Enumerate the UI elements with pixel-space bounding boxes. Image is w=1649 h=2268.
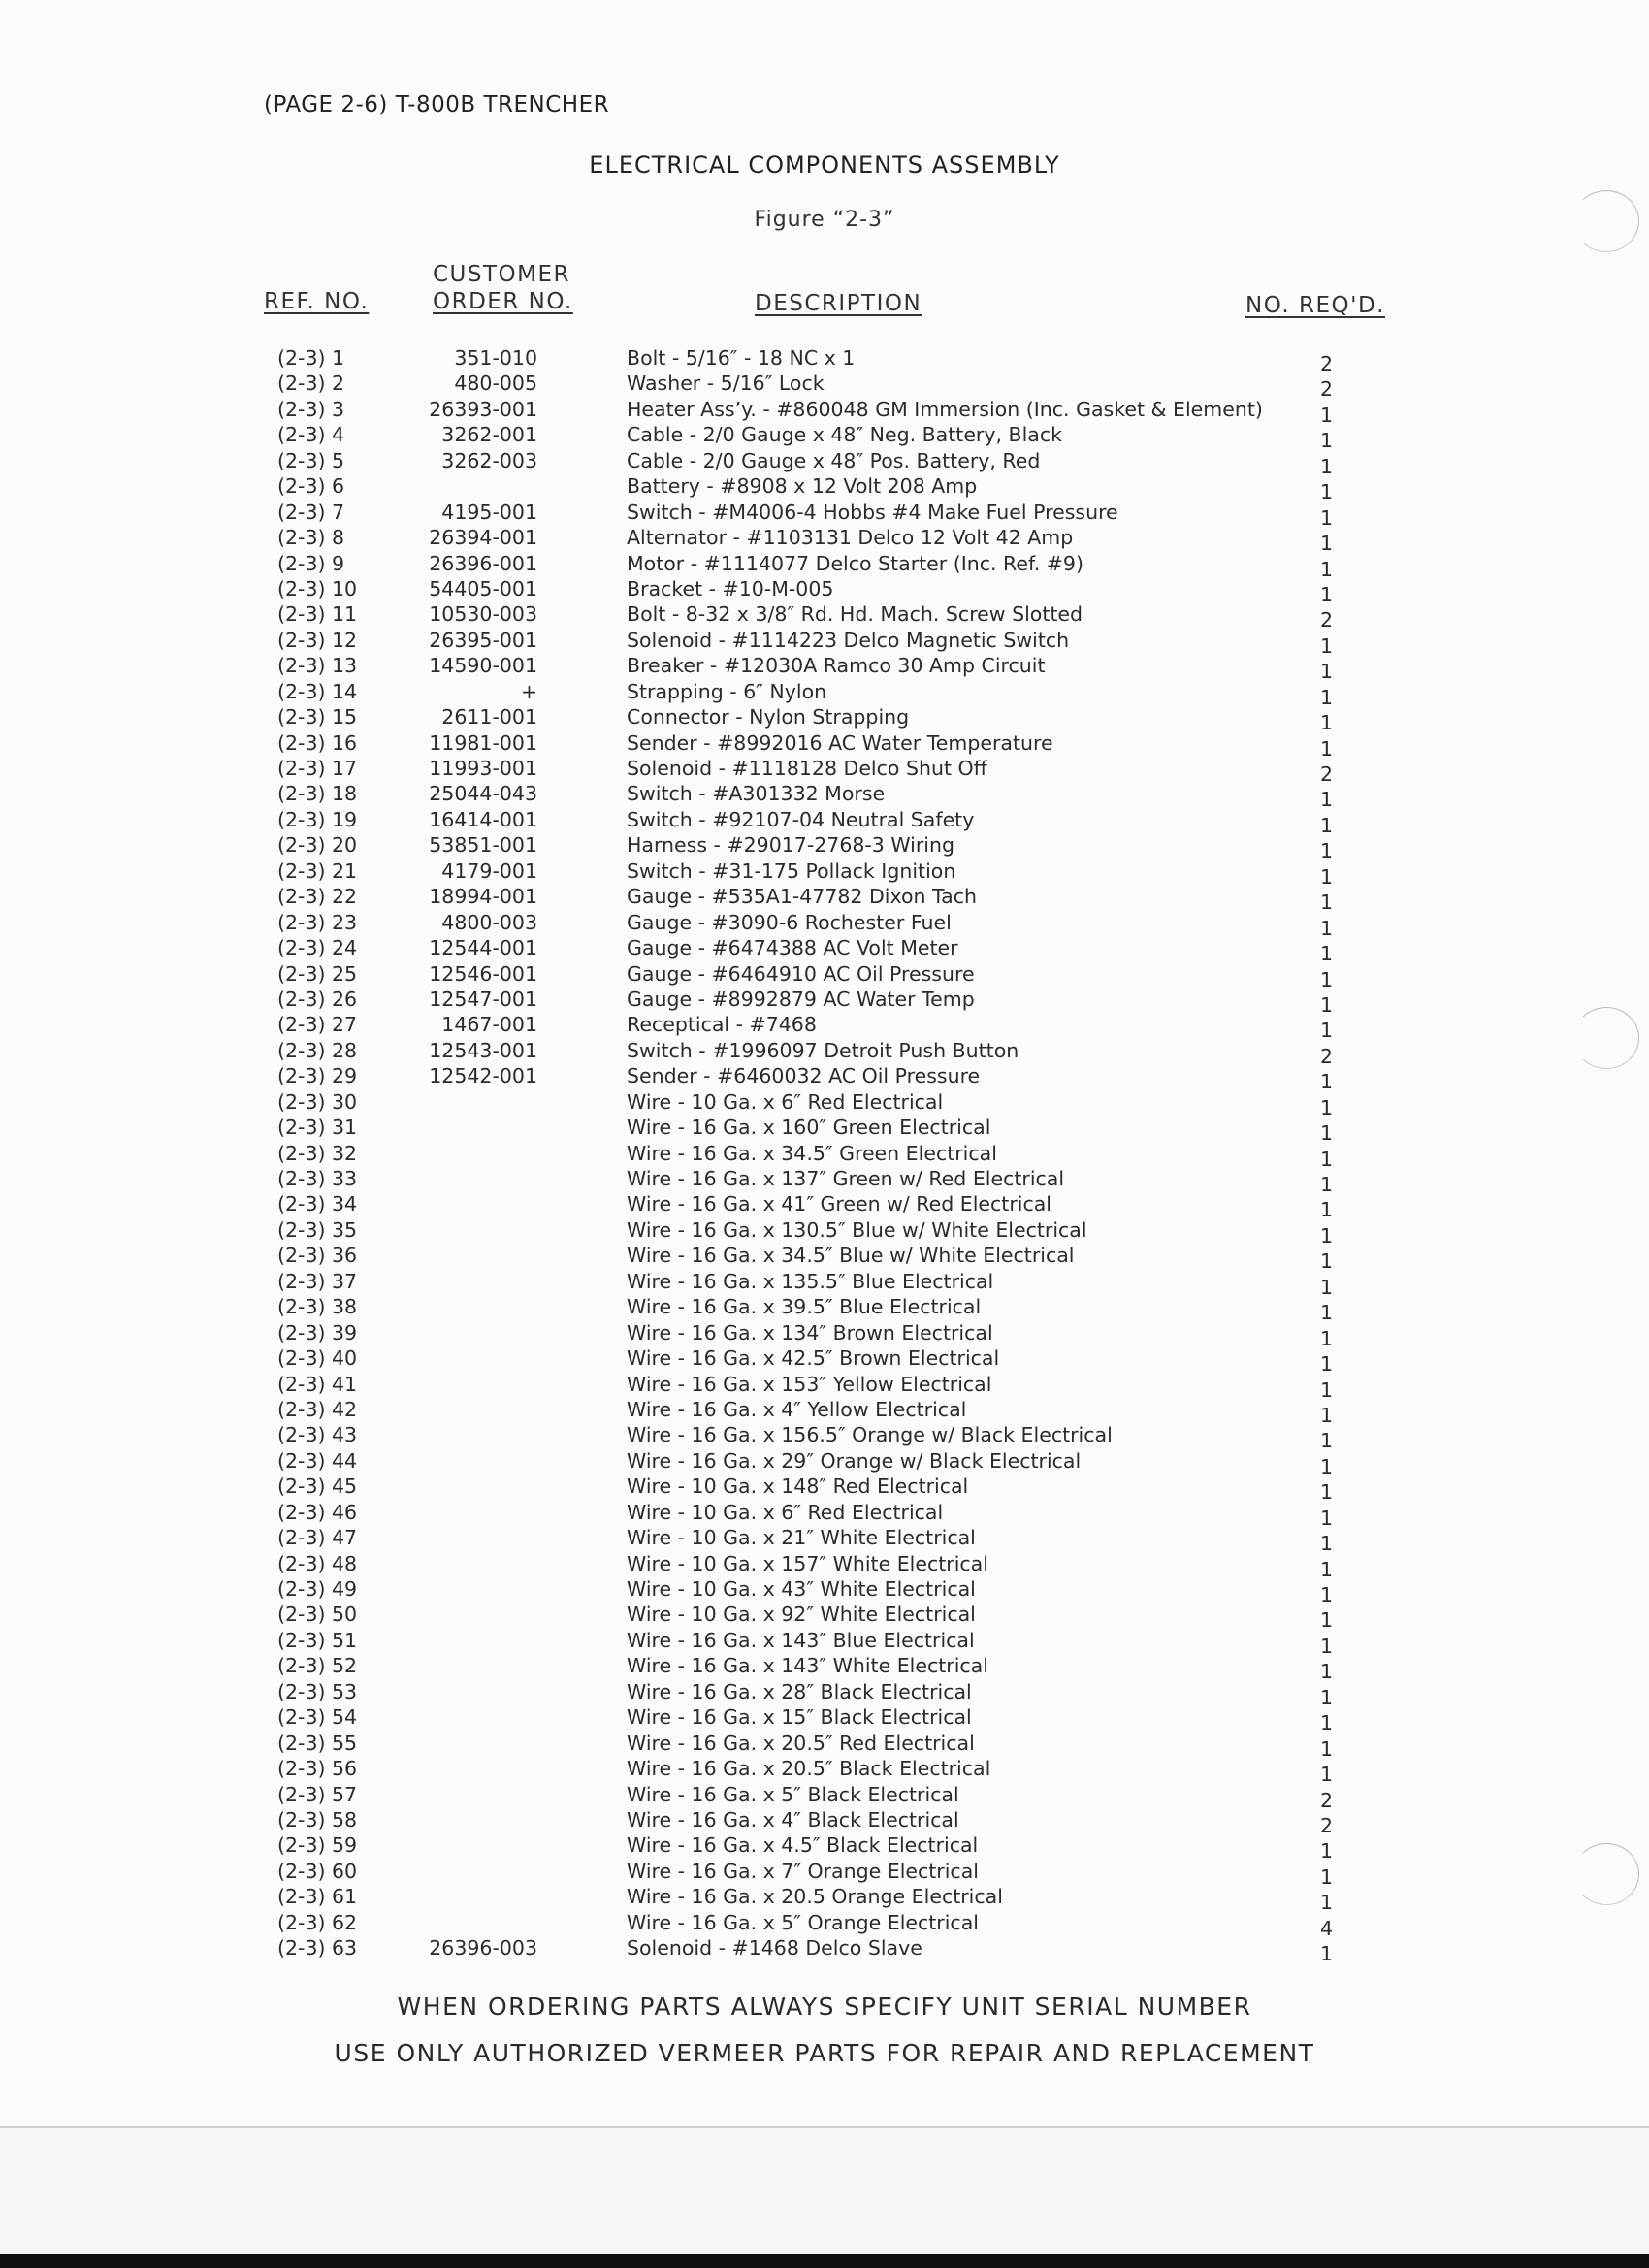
parts-row [0, 1757, 1649, 1787]
column-header-order-no: ORDER NO. [433, 289, 573, 314]
parts-row [0, 1346, 1649, 1377]
order-number: 14590-001 [429, 654, 537, 678]
parts-row [0, 1448, 1649, 1478]
order-number: 12546-001 [429, 961, 537, 986]
quantity-required: 1 [1319, 992, 1333, 1017]
ref-number: (2-3) 45 [277, 1474, 358, 1499]
part-description: Switch - #A301332 Morse [627, 782, 886, 806]
ref-number: (2-3) 35 [277, 1217, 358, 1242]
quantity-required: 1 [1319, 1249, 1333, 1274]
order-number: 3262-003 [441, 448, 537, 472]
quantity-required: 1 [1319, 891, 1333, 915]
part-description: Wire - 16 Ga. x 39.5″ Blue Electrical [627, 1295, 982, 1319]
part-description: Strapping - 6″ Nylon [627, 679, 827, 703]
order-number: 26396-003 [429, 1936, 537, 1960]
ref-number: (2-3) 5 [277, 448, 345, 472]
ref-number: (2-3) 18 [277, 782, 358, 806]
ref-number: (2-3) 54 [277, 1705, 358, 1730]
parts-row [0, 1679, 1649, 1709]
ref-number: (2-3) 36 [277, 1244, 358, 1268]
quantity-required: 1 [1319, 1839, 1333, 1863]
parts-row [0, 474, 1649, 504]
quantity-required: 1 [1319, 1557, 1333, 1581]
parts-row [0, 1474, 1649, 1505]
order-number: 25044-043 [429, 782, 537, 806]
order-number: 2611-001 [441, 705, 537, 729]
parts-row [0, 1833, 1649, 1863]
parts-row [0, 1116, 1649, 1146]
parts-row [0, 1577, 1649, 1606]
footer-note-authorized: USE ONLY AUTHORIZED VERMEER PARTS FOR REPAIR AND REPLACEMENT [334, 2039, 1315, 2067]
quantity-required: 1 [1319, 1070, 1333, 1094]
ref-number: (2-3) 40 [277, 1346, 358, 1371]
ref-number: (2-3) 42 [277, 1397, 358, 1421]
part-description: Bolt - 5/16″ - 18 NC x 1 [627, 346, 856, 370]
part-description: Breaker - #12030A Ramco 30 Amp Circuit [627, 654, 1046, 678]
parts-row [0, 987, 1649, 1017]
part-description: Washer - 5/16″ Lock [627, 372, 824, 396]
part-description: Gauge - #3090-6 Rochester Fuel [627, 910, 952, 934]
parts-row [0, 500, 1649, 530]
quantity-required: 2 [1319, 377, 1333, 402]
parts-row [0, 1038, 1649, 1068]
part-description: Wire - 16 Ga. x 42.5″ Brown Electrical [627, 1346, 1000, 1371]
part-description: Wire - 16 Ga. x 34.5″ Green Electrical [627, 1141, 997, 1165]
order-number: 26395-001 [429, 628, 537, 652]
column-header-description: DESCRIPTION [755, 291, 922, 316]
order-number: 12542-001 [429, 1064, 537, 1088]
quantity-required: 1 [1319, 1660, 1333, 1684]
quantity-required: 1 [1319, 1864, 1333, 1889]
page-title: ELECTRICAL COMPONENTS ASSEMBLY [589, 151, 1060, 178]
ref-number: (2-3) 63 [277, 1936, 358, 1960]
quantity-required: 1 [1319, 1942, 1333, 1966]
part-description: Wire - 16 Ga. x 153″ Yellow Electrical [627, 1372, 992, 1396]
quantity-required: 1 [1319, 660, 1333, 684]
quantity-required: 2 [1319, 1788, 1333, 1812]
parts-row [0, 1859, 1649, 1889]
quantity-required: 1 [1319, 813, 1333, 837]
order-number: 480-005 [454, 372, 537, 396]
part-description: Wire - 16 Ga. x 4.5″ Black Electrical [627, 1833, 979, 1858]
quantity-required: 1 [1319, 1608, 1333, 1633]
parts-row [0, 885, 1649, 915]
ref-number: (2-3) 55 [277, 1731, 358, 1755]
quantity-required: 1 [1319, 557, 1333, 581]
ref-number: (2-3) 53 [277, 1679, 358, 1703]
ref-number: (2-3) 44 [277, 1448, 358, 1473]
ref-number: (2-3) 33 [277, 1167, 358, 1190]
ref-number: (2-3) 19 [277, 807, 358, 831]
scan-margin [0, 2128, 1649, 2254]
quantity-required: 1 [1319, 1352, 1333, 1377]
part-description: Wire - 10 Ga. x 6″ Red Electrical [627, 1089, 944, 1114]
ref-number: (2-3) 52 [277, 1654, 358, 1678]
ref-number: (2-3) 28 [277, 1038, 358, 1062]
order-number: 11981-001 [429, 730, 537, 755]
part-description: Wire - 10 Ga. x 148″ Red Electrical [627, 1474, 969, 1499]
ref-number: (2-3) 26 [277, 987, 358, 1011]
part-description: Switch - #31-175 Pollack Ignition [627, 859, 956, 883]
quantity-required: 1 [1319, 1301, 1333, 1325]
parts-row [0, 1705, 1649, 1735]
order-number: 53851-001 [429, 833, 537, 858]
parts-row [0, 1885, 1649, 1915]
part-description: Switch - #1996097 Detroit Push Button [627, 1038, 1019, 1062]
quantity-required: 2 [1319, 1044, 1333, 1068]
ref-number: (2-3) 1 [277, 346, 345, 370]
quantity-required: 1 [1319, 1532, 1333, 1556]
quantity-required: 1 [1319, 1275, 1333, 1299]
quantity-required: 1 [1319, 685, 1333, 709]
quantity-required: 1 [1319, 1685, 1333, 1709]
parts-row [0, 1320, 1649, 1350]
parts-row [0, 526, 1649, 556]
part-description: Switch - #M4006-4 Hobbs #4 Make Fuel Pressure [627, 500, 1118, 524]
quantity-required: 1 [1319, 1583, 1333, 1606]
part-description: Wire - 16 Ga. x 20.5″ Red Electrical [627, 1731, 975, 1755]
quantity-required: 1 [1319, 864, 1333, 889]
quantity-required: 1 [1319, 916, 1333, 940]
parts-row [0, 1167, 1649, 1196]
parts-row [0, 1064, 1649, 1094]
parts-row [0, 448, 1649, 478]
part-description: Receptical - #7468 [627, 1013, 817, 1037]
quantity-required: 1 [1319, 942, 1333, 966]
part-description: Bolt - 8-32 x 3/8″ Rd. Hd. Mach. Screw Slotted [627, 602, 1083, 627]
order-number: 3262-001 [441, 423, 537, 447]
column-header-qty: NO. REQ'D. [1245, 293, 1385, 318]
ref-number: (2-3) 21 [277, 859, 358, 883]
part-description: Wire - 16 Ga. x 143″ Blue Electrical [627, 1628, 975, 1652]
quantity-required: 1 [1319, 532, 1333, 556]
ref-number: (2-3) 34 [277, 1192, 358, 1216]
parts-row [0, 757, 1649, 786]
quantity-required: 1 [1319, 1454, 1333, 1478]
ref-number: (2-3) 9 [277, 551, 345, 575]
quantity-required: 1 [1319, 454, 1333, 478]
part-description: Wire - 16 Ga. x 7″ Orange Electrical [627, 1859, 979, 1883]
part-description: Battery - #8908 x 12 Volt 208 Amp [627, 474, 978, 499]
order-number: + [520, 679, 537, 703]
scan-edge [0, 2254, 1649, 2268]
quantity-required: 1 [1319, 582, 1333, 606]
part-description: Wire - 16 Ga. x 4″ Black Electrical [627, 1807, 959, 1831]
ref-number: (2-3) 30 [277, 1089, 358, 1114]
part-description: Wire - 16 Ga. x 5″ Black Electrical [627, 1782, 959, 1806]
part-description: Wire - 16 Ga. x 15″ Black Electrical [627, 1705, 972, 1730]
part-description: Wire - 16 Ga. x 134″ Brown Electrical [627, 1320, 993, 1345]
ref-number: (2-3) 31 [277, 1116, 358, 1140]
quantity-required: 1 [1319, 711, 1333, 735]
part-description: Gauge - #6474388 AC Volt Meter [627, 936, 958, 960]
parts-row [0, 372, 1649, 402]
column-header-customer: CUSTOMER [433, 262, 571, 287]
quantity-required: 1 [1319, 839, 1333, 863]
part-description: Wire - 16 Ga. x 130.5″ Blue w/ White Electrical [627, 1217, 1087, 1242]
quantity-required: 1 [1319, 1173, 1333, 1196]
ref-number: (2-3) 50 [277, 1603, 358, 1627]
part-description: Wire - 16 Ga. x 5″ Orange Electrical [627, 1910, 979, 1934]
part-description: Wire - 16 Ga. x 4″ Yellow Electrical [627, 1397, 967, 1421]
ref-number: (2-3) 6 [277, 474, 345, 499]
quantity-required: 1 [1319, 1891, 1333, 1915]
order-number: 4195-001 [441, 500, 537, 524]
part-description: Wire - 10 Ga. x 157″ White Electrical [627, 1551, 988, 1575]
parts-row [0, 1089, 1649, 1119]
part-description: Solenoid - #1114223 Delco Magnetic Switch [627, 628, 1070, 652]
page-reference: (PAGE 2-6) T-800B TRENCHER [264, 92, 610, 117]
quantity-required: 1 [1319, 1763, 1333, 1787]
part-description: Connector - Nylon Strapping [627, 705, 910, 729]
order-number: 11993-001 [429, 757, 537, 780]
ref-number: (2-3) 47 [277, 1526, 358, 1550]
quantity-required: 1 [1319, 403, 1333, 427]
ref-number: (2-3) 41 [277, 1372, 358, 1396]
ref-number: (2-3) 25 [277, 961, 358, 986]
part-description: Gauge - #6464910 AC Oil Pressure [627, 961, 975, 986]
parts-row [0, 346, 1649, 375]
parts-row [0, 679, 1649, 709]
parts-row [0, 1269, 1649, 1299]
quantity-required: 1 [1319, 1429, 1333, 1453]
order-number: 1467-001 [441, 1013, 537, 1037]
order-number: 12544-001 [429, 936, 537, 960]
ref-number: (2-3) 51 [277, 1628, 358, 1652]
part-description: Wire - 10 Ga. x 6″ Red Electrical [627, 1500, 944, 1524]
parts-row [0, 576, 1649, 606]
parts-row [0, 397, 1649, 427]
parts-row [0, 1910, 1649, 1940]
order-number: 4179-001 [441, 859, 537, 883]
part-description: Wire - 16 Ga. x 20.5 Orange Electrical [627, 1885, 1003, 1909]
part-description: Wire - 16 Ga. x 143″ White Electrical [627, 1654, 988, 1678]
part-description: Wire - 16 Ga. x 41″ Green w/ Red Electrical [627, 1192, 1051, 1216]
parts-row [0, 1731, 1649, 1761]
parts-row [0, 1628, 1649, 1658]
order-number: 12547-001 [429, 987, 537, 1011]
order-number: 16414-001 [429, 807, 537, 831]
part-description: Gauge - #535A1-47782 Dixon Tach [627, 885, 977, 909]
parts-row [0, 782, 1649, 812]
parts-row [0, 1782, 1649, 1812]
ref-number: (2-3) 58 [277, 1807, 358, 1831]
quantity-required: 1 [1319, 1223, 1333, 1247]
part-description: Motor - #1114077 Delco Starter (Inc. Ref. #9) [627, 551, 1083, 575]
parts-row [0, 654, 1649, 684]
order-number: 26393-001 [429, 397, 537, 421]
ref-number: (2-3) 14 [277, 679, 358, 703]
ref-number: (2-3) 20 [277, 833, 358, 858]
parts-row [0, 1526, 1649, 1556]
part-description: Sender - #8992016 AC Water Temperature [627, 730, 1053, 755]
ref-number: (2-3) 7 [277, 500, 345, 524]
ref-number: (2-3) 32 [277, 1141, 358, 1165]
part-description: Heater Ass’y. - #860048 GM Immersion (Inc. Gasket & Element) [627, 397, 1263, 421]
figure-label: Figure “2-3” [754, 208, 895, 232]
parts-row [0, 602, 1649, 632]
part-description: Bracket - #10-M-005 [627, 576, 834, 600]
quantity-required: 1 [1319, 505, 1333, 530]
parts-row [0, 1423, 1649, 1453]
part-description: Wire - 16 Ga. x 34.5″ Blue w/ White Electrical [627, 1244, 1075, 1268]
order-number: 54405-001 [429, 576, 537, 600]
parts-row [0, 1372, 1649, 1402]
quantity-required: 1 [1319, 1121, 1333, 1146]
parts-row [0, 1217, 1649, 1247]
quantity-required: 4 [1319, 1916, 1333, 1940]
order-number: 351-010 [454, 346, 537, 370]
part-description: Wire - 16 Ga. x 160″ Green Electrical [627, 1116, 991, 1140]
parts-row [0, 1141, 1649, 1171]
footer-note-serial: WHEN ORDERING PARTS ALWAYS SPECIFY UNIT SERIAL NUMBER [397, 1993, 1252, 2021]
quantity-required: 2 [1319, 608, 1333, 632]
ref-number: (2-3) 38 [277, 1295, 358, 1319]
ref-number: (2-3) 37 [277, 1269, 358, 1293]
part-description: Sender - #6460032 AC Oil Pressure [627, 1064, 981, 1088]
ref-number: (2-3) 24 [277, 936, 358, 960]
quantity-required: 1 [1319, 1403, 1333, 1427]
ref-number: (2-3) 11 [277, 602, 358, 627]
parts-row [0, 1192, 1649, 1222]
ref-number: (2-3) 39 [277, 1320, 358, 1345]
quantity-required: 1 [1319, 788, 1333, 812]
part-description: Switch - #92107-04 Neutral Safety [627, 807, 975, 831]
order-number: 26396-001 [429, 551, 537, 575]
parts-row [0, 1500, 1649, 1530]
quantity-required: 2 [1319, 762, 1333, 786]
parts-row [0, 910, 1649, 940]
part-description: Solenoid - #1118128 Delco Shut Off [627, 757, 987, 780]
parts-row [0, 628, 1649, 658]
ref-number: (2-3) 15 [277, 705, 358, 729]
ref-number: (2-3) 16 [277, 730, 358, 755]
ref-number: (2-3) 60 [277, 1859, 358, 1883]
parts-row [0, 730, 1649, 761]
parts-row [0, 961, 1649, 991]
ref-number: (2-3) 48 [277, 1551, 358, 1575]
quantity-required: 1 [1319, 736, 1333, 761]
quantity-required: 1 [1319, 1634, 1333, 1658]
quantity-required: 1 [1319, 480, 1333, 504]
parts-row [0, 1603, 1649, 1633]
parts-row [0, 551, 1649, 581]
column-header-ref-no: REF. NO. [264, 289, 370, 314]
part-description: Wire - 10 Ga. x 21″ White Electrical [627, 1526, 976, 1550]
ref-number: (2-3) 4 [277, 423, 345, 447]
parts-row [0, 1244, 1649, 1274]
parts-row [0, 1807, 1649, 1837]
quantity-required: 1 [1319, 1711, 1333, 1735]
quantity-required: 1 [1319, 1480, 1333, 1505]
order-number: 26394-001 [429, 526, 537, 550]
order-number: 4800-003 [441, 910, 537, 934]
part-description: Cable - 2/0 Gauge x 48″ Neg. Battery, Black [627, 423, 1062, 447]
quantity-required: 2 [1319, 352, 1333, 375]
part-description: Wire - 16 Ga. x 137″ Green w/ Red Electrical [627, 1167, 1065, 1190]
part-description: Wire - 16 Ga. x 29″ Orange w/ Black Electrical [627, 1448, 1082, 1473]
quantity-required: 1 [1319, 1095, 1333, 1119]
parts-row [0, 1397, 1649, 1427]
ref-number: (2-3) 62 [277, 1910, 358, 1934]
quantity-required: 1 [1319, 1198, 1333, 1222]
parts-row [0, 807, 1649, 837]
part-description: Alternator - #1103131 Delco 12 Volt 42 Amp [627, 526, 1074, 550]
ref-number: (2-3) 23 [277, 910, 358, 934]
ref-number: (2-3) 43 [277, 1423, 358, 1447]
part-description: Gauge - #8992879 AC Water Temp [627, 987, 975, 1011]
part-description: Harness - #29017-2768-3 Wiring [627, 833, 954, 858]
ref-number: (2-3) 56 [277, 1757, 358, 1781]
quantity-required: 1 [1319, 1019, 1333, 1043]
part-description: Wire - 16 Ga. x 135.5″ Blue Electrical [627, 1269, 994, 1293]
ref-number: (2-3) 29 [277, 1064, 358, 1088]
quantity-required: 1 [1319, 429, 1333, 453]
order-number: 12543-001 [429, 1038, 537, 1062]
quantity-required: 1 [1319, 1377, 1333, 1402]
ref-number: (2-3) 12 [277, 628, 358, 652]
part-description: Wire - 16 Ga. x 156.5″ Orange w/ Black Electrical [627, 1423, 1113, 1447]
quantity-required: 1 [1319, 1326, 1333, 1350]
parts-row [0, 1295, 1649, 1325]
order-number: 18994-001 [429, 885, 537, 909]
parts-row [0, 1551, 1649, 1581]
order-number: 10530-003 [429, 602, 537, 627]
part-description: Wire - 10 Ga. x 43″ White Electrical [627, 1577, 976, 1601]
parts-row [0, 705, 1649, 735]
parts-list [0, 346, 1649, 1966]
ref-number: (2-3) 2 [277, 372, 345, 396]
parts-row [0, 423, 1649, 453]
ref-number: (2-3) 17 [277, 757, 358, 780]
ref-number: (2-3) 10 [277, 576, 358, 600]
ref-number: (2-3) 57 [277, 1782, 358, 1806]
ref-number: (2-3) 13 [277, 654, 358, 678]
ref-number: (2-3) 59 [277, 1833, 358, 1858]
parts-row [0, 1936, 1649, 1966]
ref-number: (2-3) 8 [277, 526, 345, 550]
part-description: Wire - 16 Ga. x 28″ Black Electrical [627, 1679, 972, 1703]
part-description: Wire - 10 Ga. x 92″ White Electrical [627, 1603, 976, 1627]
parts-row [0, 1013, 1649, 1043]
ref-number: (2-3) 49 [277, 1577, 358, 1601]
quantity-required: 1 [1319, 633, 1333, 658]
parts-row [0, 859, 1649, 889]
ref-number: (2-3) 22 [277, 885, 358, 909]
parts-row [0, 833, 1649, 863]
quantity-required: 1 [1319, 1506, 1333, 1530]
ref-number: (2-3) 61 [277, 1885, 358, 1909]
quantity-required: 1 [1319, 1736, 1333, 1761]
quantity-required: 1 [1319, 967, 1333, 991]
ref-number: (2-3) 27 [277, 1013, 358, 1037]
ref-number: (2-3) 3 [277, 397, 345, 421]
part-description: Cable - 2/0 Gauge x 48″ Pos. Battery, Red [627, 448, 1041, 472]
quantity-required: 2 [1319, 1813, 1333, 1837]
ref-number: (2-3) 46 [277, 1500, 358, 1524]
quantity-required: 1 [1319, 1147, 1333, 1171]
part-description: Wire - 16 Ga. x 20.5″ Black Electrical [627, 1757, 991, 1781]
parts-row [0, 1654, 1649, 1684]
parts-row [0, 936, 1649, 966]
part-description: Solenoid - #1468 Delco Slave [627, 1936, 922, 1960]
